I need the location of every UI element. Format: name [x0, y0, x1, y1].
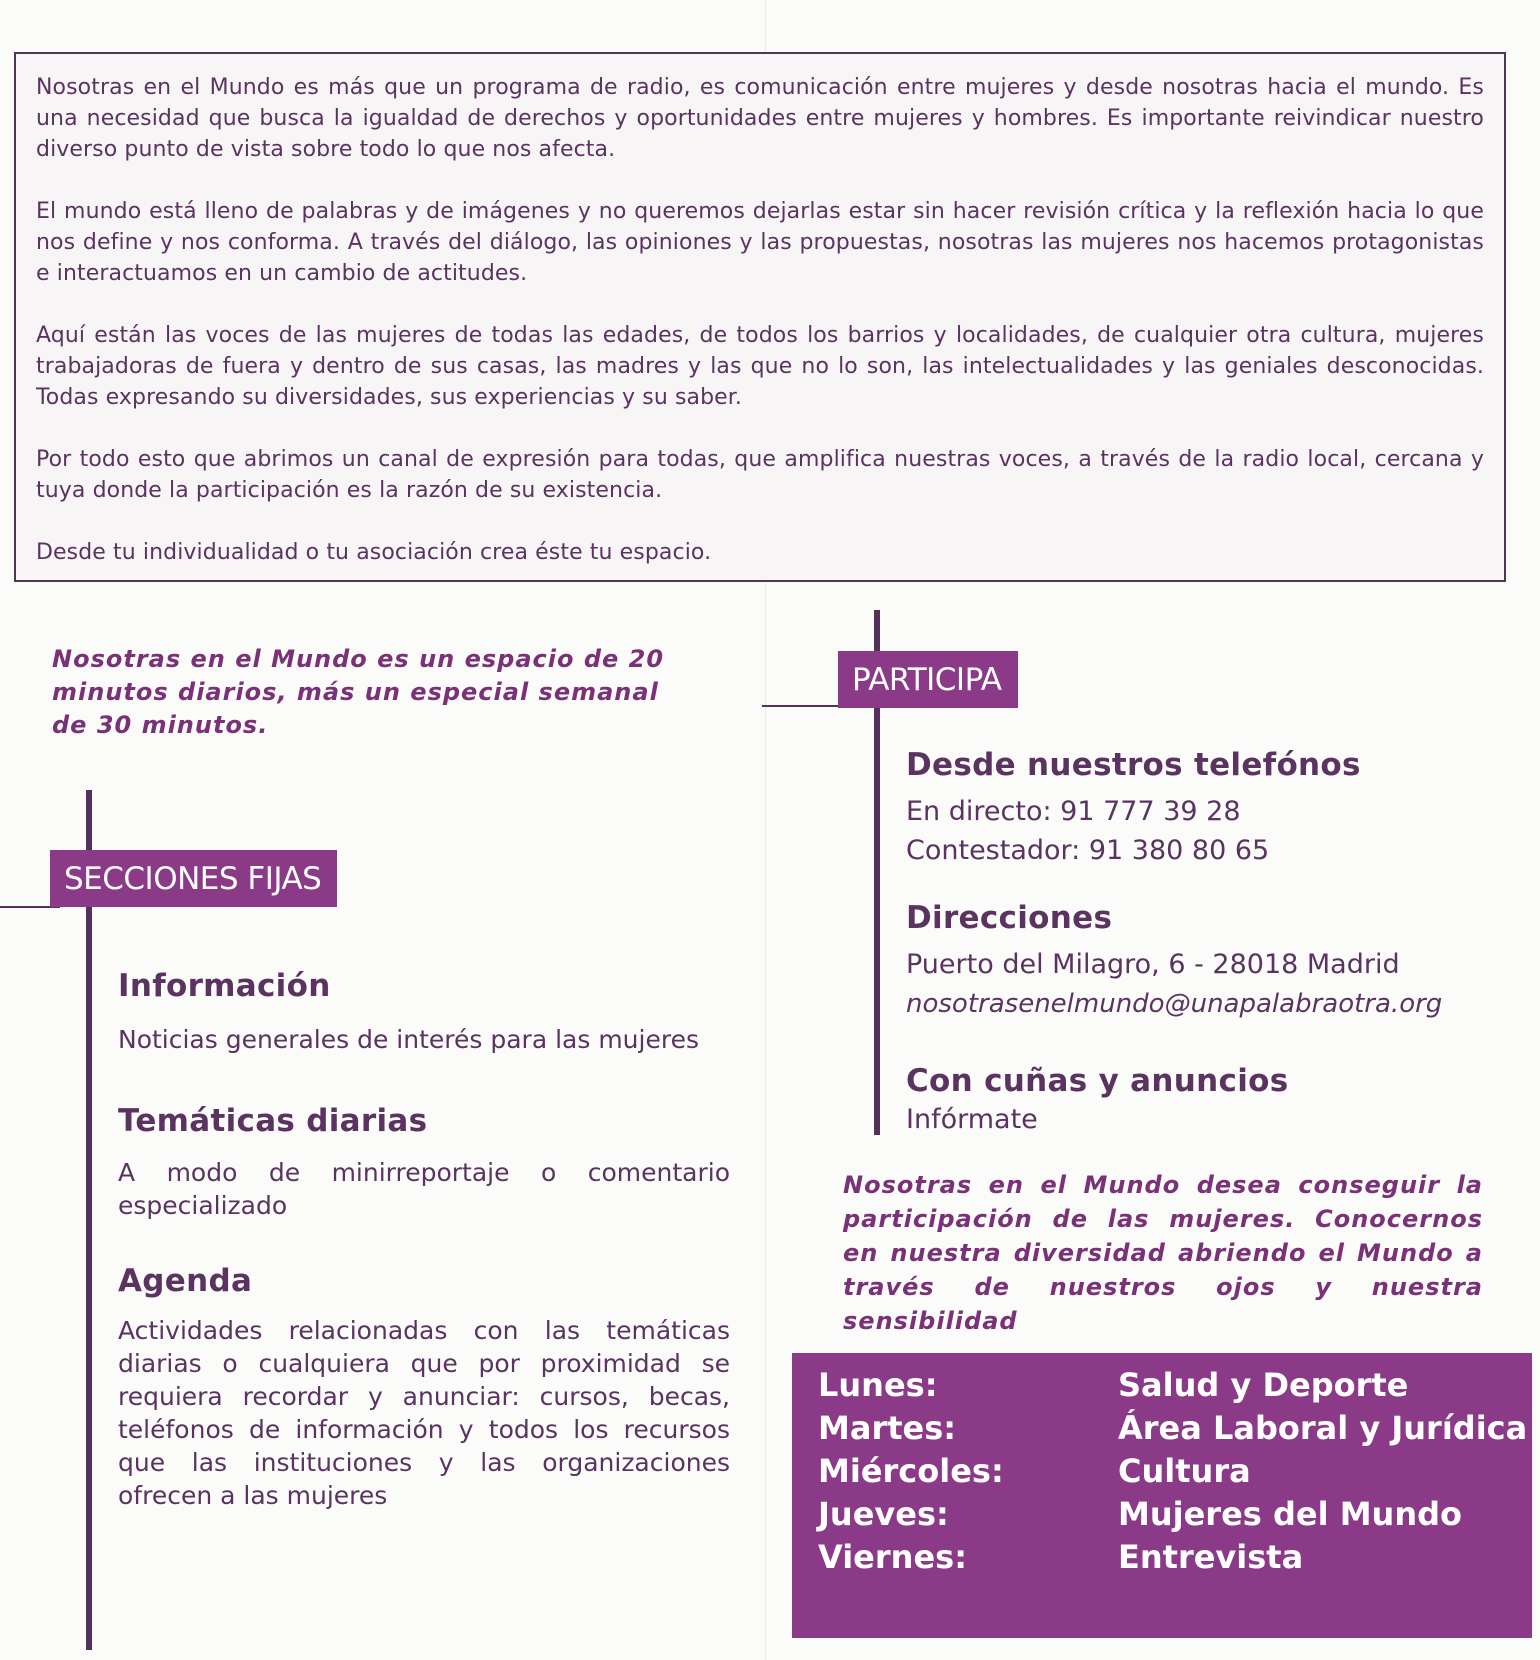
agenda-text: Actividades relacionadas con las temáticas diarias o cualquiera que por proximidad se requiera recordar y anunciar: cursos, becas, teléfonos de información y todos los recursos que las instituciones y las organizaciones ofrecen a las mujeres — [118, 1316, 730, 1510]
schedule-row — [818, 1535, 1532, 1578]
schedule-row — [818, 1406, 1532, 1449]
schedule-topic: Área Laboral y Jurídica — [1118, 1408, 1528, 1447]
informacion-title: Información — [118, 968, 331, 1004]
closing-statement: Nosotras en el Mundo desea conseguir la participación de las mujeres. Conocernos en nuestra diversidad abriendo el Mundo a través de nuestros ojos y nuestra sensibilidad — [843, 1171, 1483, 1335]
tematicas-text: A modo de minirreportaje o comentario especializado — [118, 1158, 730, 1220]
tagline: Nosotras en el Mundo es un espacio de 20 minutos diarios, más un especial semanal de 30 minutos. — [52, 645, 665, 739]
schedule-topic: Salud y Deporte — [1118, 1365, 1409, 1404]
weekly-schedule — [792, 1353, 1532, 1638]
telefonos-title: Desde nuestros telefónos — [906, 747, 1361, 783]
intro-paragraph-3: Aquí están las voces de las mujeres de todas las edades, de todos los barrios y localidades, de cualquier otra cultura, mujeres trabajadoras de fuera y dentro de sus casas, las madres y las que no lo son, las intelectualidades y las geniales desconocidas. Todas expresando su diversidades, sus experiencias y su saber. — [36, 323, 1484, 410]
participa-banner: PARTICIPA — [838, 651, 1018, 708]
tematicas-title: Temáticas diarias — [118, 1103, 428, 1139]
schedule-topic: Cultura — [1118, 1451, 1251, 1490]
secciones-fijas-banner: SECCIONES FIJAS — [50, 850, 337, 907]
schedule-day: Viernes: — [818, 1537, 967, 1576]
schedule-day: Jueves: — [818, 1494, 949, 1533]
address: Puerto del Milagro, 6 - 28018 Madrid — [906, 949, 1400, 980]
schedule-row — [818, 1363, 1532, 1406]
phone-direct: En directo: 91 777 39 28 — [906, 796, 1241, 827]
direcciones-title: Direcciones — [906, 900, 1113, 936]
schedule-row — [818, 1492, 1532, 1535]
phone-answering: Contestador: 91 380 80 65 — [906, 835, 1270, 866]
cunas-text: Infórmate — [906, 1104, 1038, 1135]
email-link[interactable]: nosotrasenelmundo@unapalabraotra.org — [906, 989, 1443, 1019]
schedule-day: Lunes: — [818, 1365, 938, 1404]
agenda-title: Agenda — [118, 1263, 253, 1299]
participa-horizontal-rule — [762, 705, 842, 707]
schedule-day: Martes: — [818, 1408, 957, 1447]
schedule-topic: Mujeres del Mundo — [1118, 1494, 1462, 1533]
intro-paragraph-5: Desde tu individualidad o tu asociación crea éste tu espacio. — [36, 540, 712, 565]
intro-box — [14, 52, 1506, 582]
cunas-title: Con cuñas y anuncios — [906, 1063, 1289, 1099]
informacion-text: Noticias generales de interés para las mujeres — [118, 1025, 699, 1054]
schedule-topic: Entrevista — [1118, 1537, 1304, 1576]
schedule-day: Miércoles: — [818, 1451, 1004, 1490]
secciones-vertical-rule — [86, 790, 92, 1650]
intro-paragraph-4: Por todo esto que abrimos un canal de expresión para todas, que amplifica nuestras voces, a través de la radio local, cercana y tuya donde la participación es la razón de su existencia. — [36, 447, 1484, 503]
intro-paragraph-1: Nosotras en el Mundo es más que un programa de radio, es comunicación entre mujeres y desde nosotras hacia el mundo. Es una necesidad que busca la igualdad de derechos y oportunidades entre mujeres y hombres. Es importante reivindicar nuestro diverso punto de vista sobre todo lo que nos afecta. — [36, 75, 1484, 162]
intro-paragraph-2: El mundo está lleno de palabras y de imágenes y no queremos dejarlas estar sin hacer revisión crítica y la reflexión hacia lo que nos define y nos conforma. A través del diálogo, las opiniones y las propuestas, nosotras las mujeres nos hacemos protagonistas e interactuamos en un cambio de actitudes. — [36, 199, 1484, 286]
schedule-row — [818, 1449, 1532, 1492]
